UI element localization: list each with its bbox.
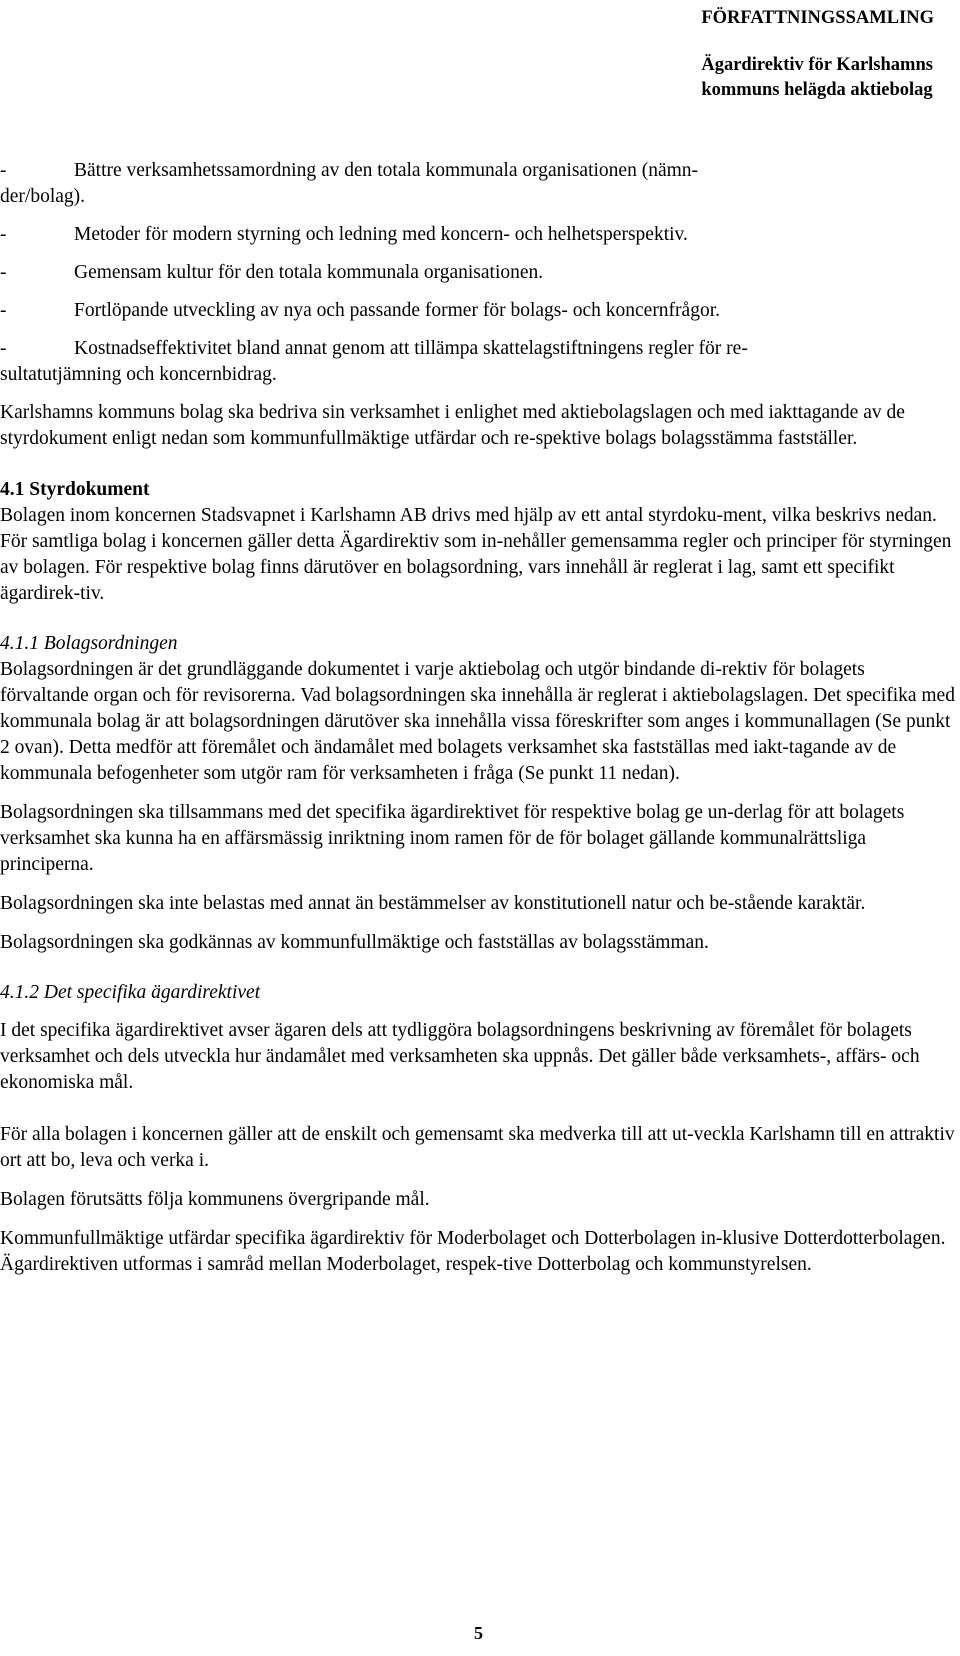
bullet-item [0,222,955,248]
paragraph-styrdokument: Bolagen inom koncernen Stadsvapnet i Karlshamn AB drivs med hjälp av ett antal styrdoku-ment, vilka beskrivs nedan. För samtliga bolag i koncernen gäller detta Ägardirektiv som in-nehåller gemensamma regler och principer för styrningen av bolagen. För respektive bolag finns därutöver en bolagsordning, vars innehåll är reglerat i lag, samt ett specifikt ägardirek-tiv. [0,505,952,604]
header-subtitle-line-1: Ägardirektiv för Karlshamns [701,55,933,75]
bullet-text: Kostnadseffektivitet bland annat genom att tillämpa skattelagstiftningens regler för re- [74,338,748,359]
bullet-dash: - [0,300,7,321]
bullet-text: Bättre verksamhetssamordning av den totala kommunala organisationen (nämn- [74,160,699,181]
paragraph-bolagsordningen-4: Bolagsordningen ska godkännas av kommunfullmäktige och fastställas av bolagsstämman. [0,932,709,953]
subsection-heading-4-1-1: 4.1.1 Bolagsordningen [0,633,178,654]
bullet-item [0,336,955,388]
bullet-text: Fortlöpande utveckling av nya och passande former för bolags- och koncernfrågor. [74,300,720,321]
bullet-text-continued: sultatutjämning och koncernbidrag. [0,364,277,385]
paragraph-agardirektiv-3: Bolagen förutsätts följa kommunens övergripande mål. [0,1189,430,1210]
bullet-dash: - [0,338,7,359]
bullet-item [0,260,955,286]
bullet-dash: - [0,160,7,181]
running-header [701,6,934,103]
bullet-text-continued: der/bolag). [0,186,86,207]
paragraph-agardirektiv-2: För alla bolagen i koncernen gäller att de enskilt och gemensamt ska medverka till att ut-veckla Karlshamn till en attraktiv ort att bo, leva och verka i. [0,1124,955,1171]
document-body [0,158,955,1291]
bullet-item [0,158,955,210]
paragraph-bolagsordningen-3: Bolagsordningen ska inte belastas med annat än bestämmelser av konstitutionell natur och be-stående karaktär. [0,893,866,914]
paragraph-agardirektiv-1: I det specifika ägardirektivet avser ägaren dels att tydliggöra bolagsordningens beskrivning av föremålet för bolagets verksamhet och dels utveckla hur ändamålet med verksamheten ska uppnås. Det gäller både verksamhets-, affärs- och ekonomiska mål. [0,1020,920,1093]
header-subtitle-line-2: kommuns helägda aktiebolag [701,80,933,100]
bullet-item [0,298,955,324]
section-heading-4-1: 4.1 Styrdokument [0,479,150,500]
bullet-dash: - [0,262,7,283]
subsection-heading-4-1-2: 4.1.2 Det specifika ägardirektivet [0,982,261,1003]
bullet-text: Metoder för modern styrning och ledning med koncern- och helhetsperspektiv. [74,224,688,245]
paragraph-agardirektiv-4: Kommunfullmäktige utfärdar specifika ägardirektiv för Moderbolaget och Dotterbolagen in-klusive Dotterdotterbolagen. Ägardirektiven utformas i samråd mellan Moderbolaget, respek-tive Dotterbolag och kommunstyrelsen. [0,1228,946,1275]
header-title: FÖRFATTNINGSSAMLING [701,8,934,28]
paragraph-bolagsordningen-2: Bolagsordningen ska tillsammans med det specifika ägardirektivet för respektive bolag ge un-derlag för att bolagets verksamhet ska kunna ha en affärsmässig inriktning inom ramen för de för bolaget gällande kommunalrättsliga principerna. [0,802,905,875]
paragraph-bolagsordningen-1: Bolagsordningen är det grundläggande dokumentet i varje aktiebolag och utgör bindande di-rektiv för bolagets förvaltande organ och för revisorerna. Vad bolagsordningen ska innehålla är reglerat i aktiebolagslagen. Det specifika med kommunala bolag är att bolagsordningen därutöver ska innehålla vissa föreskrifter som anges i kommunallagen (Se punkt 2 ovan). Detta medför att föremålet och ändamålet med bolagets verksamhet ska fastställas med iakt-tagande av de kommunala befogenheter som utgör ram för verksamheten i fråga (Se punkt 11 nedan). [0,659,955,784]
page-number: 5 [474,1623,483,1643]
bullet-dash: - [0,224,7,245]
bullet-text: Gemensam kultur för den totala kommunala organisationen. [74,262,544,283]
intro-paragraph: Karlshamns kommuns bolag ska bedriva sin verksamhet i enlighet med aktiebolagslagen och med iakttagande av de styrdokument enligt nedan som kommunfullmäktige utfärdar och re-spektive bolags bolagsstämma fastställer. [0,402,905,449]
